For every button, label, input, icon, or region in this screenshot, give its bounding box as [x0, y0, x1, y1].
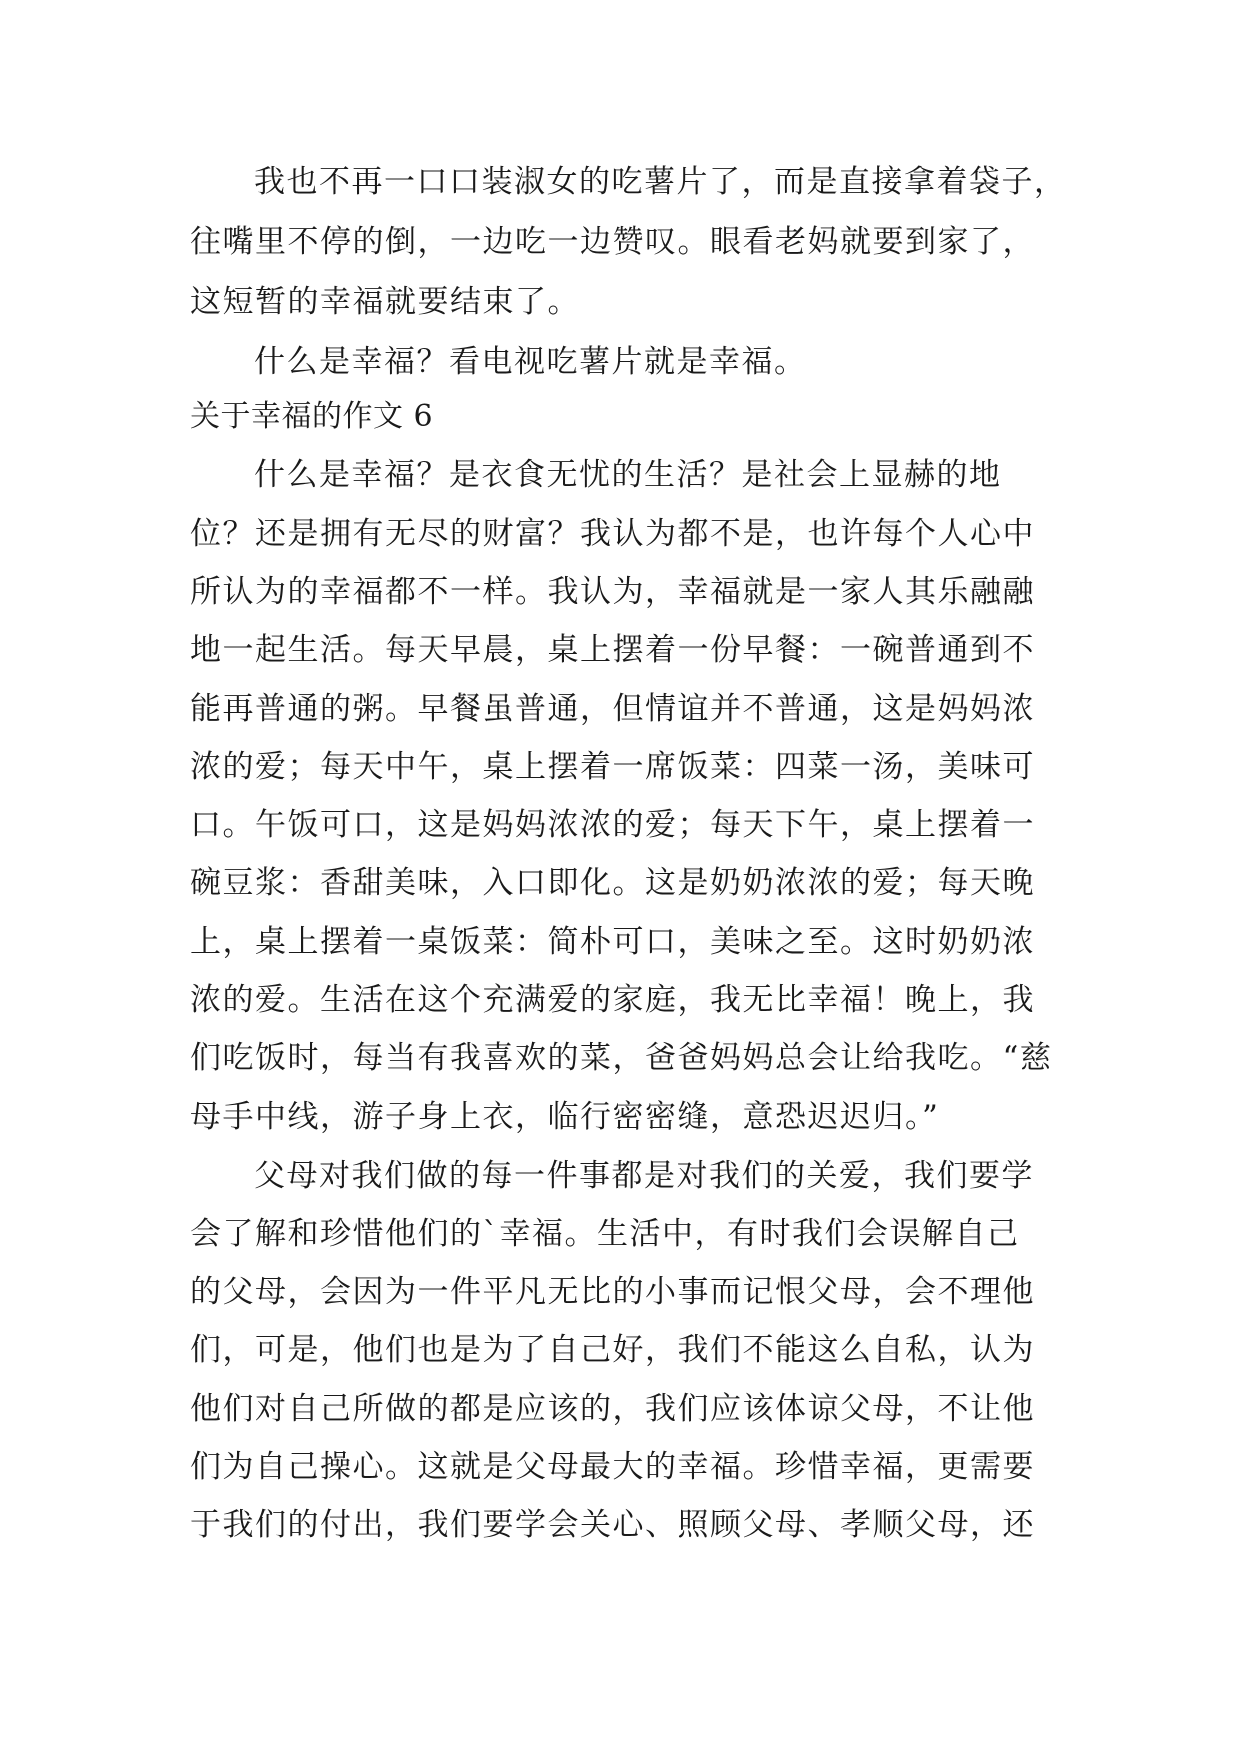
text-line: 碗豆浆：香甜美味，入口即化。这是奶奶浓浓的爱；每天晚	[190, 865, 1035, 901]
section-heading: 关于幸福的作文 6	[190, 399, 434, 434]
text-line: 这短暂的幸福就要结束了。	[190, 284, 580, 320]
text-line: 们吃饭时，每当有我喜欢的菜，爸爸妈妈总会让给我吃。“慈	[190, 1040, 1053, 1076]
text-line: 浓的爱。生活在这个充满爱的家庭，我无比幸福！晚上，我	[190, 982, 1035, 1018]
text-line: 浓的爱；每天中午，桌上摆着一席饭菜：四菜一汤，美味可	[190, 749, 1035, 785]
text-line: 会了解和珍惜他们的`幸福。生活中，有时我们会误解自己	[190, 1216, 1020, 1252]
text-line: 父母对我们做的每一件事都是对我们的关爱，我们要学	[254, 1158, 1034, 1194]
text-line: 上，桌上摆着一桌饭菜：简朴可口，美味之至。这时奶奶浓	[190, 924, 1035, 960]
text-line: 往嘴里不停的倒，一边吃一边赞叹。眼看老妈就要到家了，	[190, 224, 1035, 260]
text-line: 什么是幸福？看电视吃薯片就是幸福。	[254, 344, 807, 380]
text-line: 他们对自己所做的都是应该的，我们应该体谅父母，不让他	[190, 1391, 1035, 1427]
text-line: 母手中线，游子身上衣，临行密密缝，意恐迟迟归。”	[190, 1099, 940, 1135]
text-line: 位？还是拥有无尽的财富？我认为都不是，也许每个人心中	[190, 516, 1035, 552]
text-line: 口。午饭可口，这是妈妈浓浓的爱；每天下午，桌上摆着一	[190, 807, 1035, 843]
text-line: 能再普通的粥。早餐虽普通，但情谊并不普通，这是妈妈浓	[190, 691, 1035, 727]
text-line: 地一起生活。每天早晨，桌上摆着一份早餐：一碗普通到不	[190, 632, 1035, 668]
text-line: 的父母，会因为一件平凡无比的小事而记恨父母，会不理他	[190, 1274, 1035, 1310]
text-line: 我也不再一口口装淑女的吃薯片了，而是直接拿着袋子，	[254, 164, 1067, 200]
text-line: 什么是幸福？是衣食无忧的生活？是社会上显赫的地	[254, 457, 1002, 493]
text-line: 所认为的幸福都不一样。我认为，幸福就是一家人其乐融融	[190, 574, 1035, 610]
text-line: 们为自己操心。这就是父母最大的幸福。珍惜幸福，更需要	[190, 1449, 1035, 1485]
text-line: 于我们的付出，我们要学会关心、照顾父母、孝顺父母，还	[190, 1507, 1035, 1543]
text-line: 们，可是，他们也是为了自己好，我们不能这么自私，认为	[190, 1332, 1035, 1368]
